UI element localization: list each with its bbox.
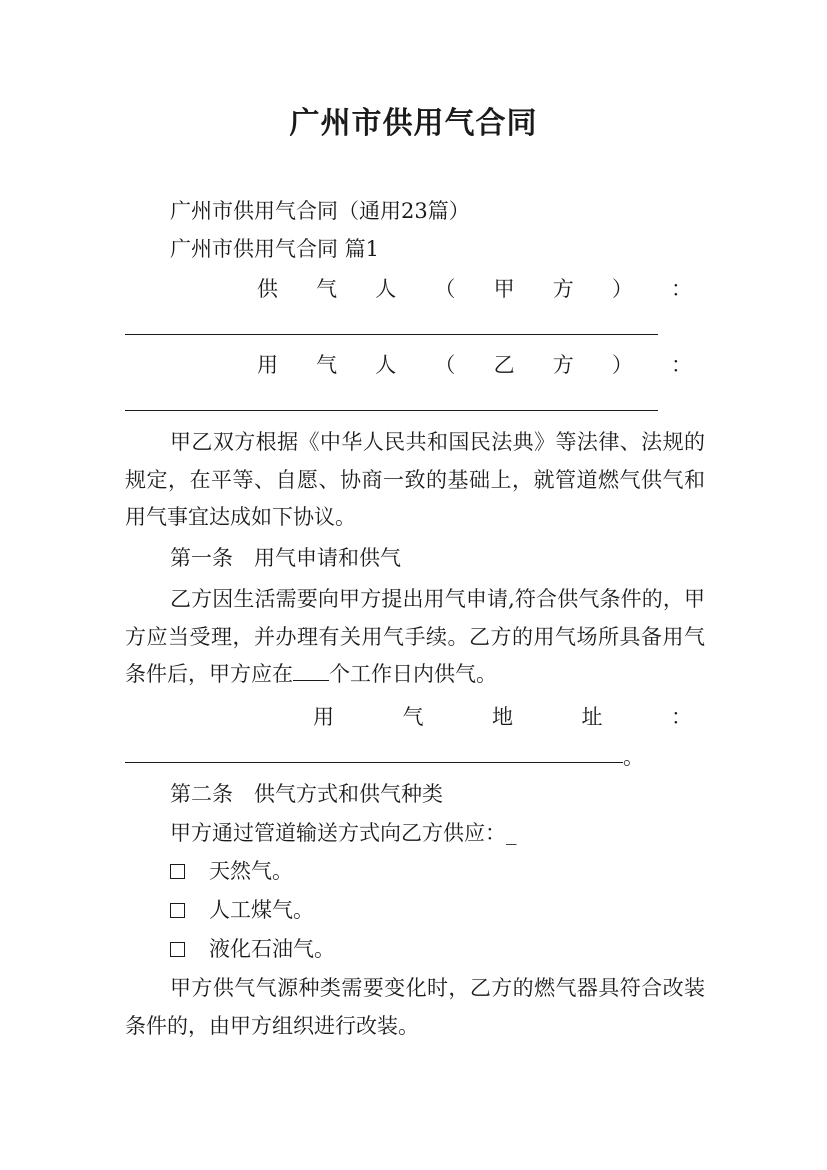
part-heading: 广州市供用气合同 篇1 — [170, 237, 380, 261]
document-title: 广州市供用气合同 — [289, 106, 538, 141]
supply-method-line: 甲方通过管道输送方式向乙方供应：_ — [170, 821, 517, 845]
article-2-heading: 第二条 供气方式和供气种类 — [170, 782, 443, 806]
option-natural-gas: 天然气。 — [170, 858, 293, 884]
address-blank-line — [125, 762, 623, 763]
party-b-label: 用 气 人 （ 乙 方 ） ： — [257, 353, 692, 377]
party-a-blank-line — [125, 334, 658, 335]
article-1-heading: 第一条 用气申请和供气 — [170, 546, 401, 570]
address-label: 用 气 地 址 ： — [313, 705, 692, 729]
intro-paragraph: 甲乙双方根据《中华人民共和国民法典》等法律、法规的规定，在平等、自愿、协商一致的基础上，就管道燃气供气和用气事宜达成如下协议。 — [125, 430, 705, 529]
subtitle: 广州市供用气合同（通用23篇） — [170, 199, 470, 223]
checkbox-icon[interactable] — [170, 864, 185, 879]
address-period: 。 — [623, 745, 644, 769]
days-blank — [293, 662, 329, 681]
article-1-body: 乙方因生活需要向甲方提出用气申请,符合供气条件的，甲方应当受理，并办理有关用气手续。乙方的用气场所具备用气条件后，甲方应在 个工作日内供气。 — [125, 587, 705, 686]
gas-change-paragraph: 甲方供气气源种类需要变化时，乙方的燃气器具符合改装条件的，由甲方组织进行改装。 — [125, 976, 705, 1038]
party-b-blank-line — [125, 410, 658, 411]
option-artificial-gas: 人工煤气。 — [170, 897, 314, 923]
option-lpg: 液化石油气。 — [170, 936, 335, 962]
checkbox-icon[interactable] — [170, 903, 185, 918]
party-a-label: 供 气 人 （ 甲 方 ） ： — [257, 277, 692, 301]
checkbox-icon[interactable] — [170, 942, 185, 957]
